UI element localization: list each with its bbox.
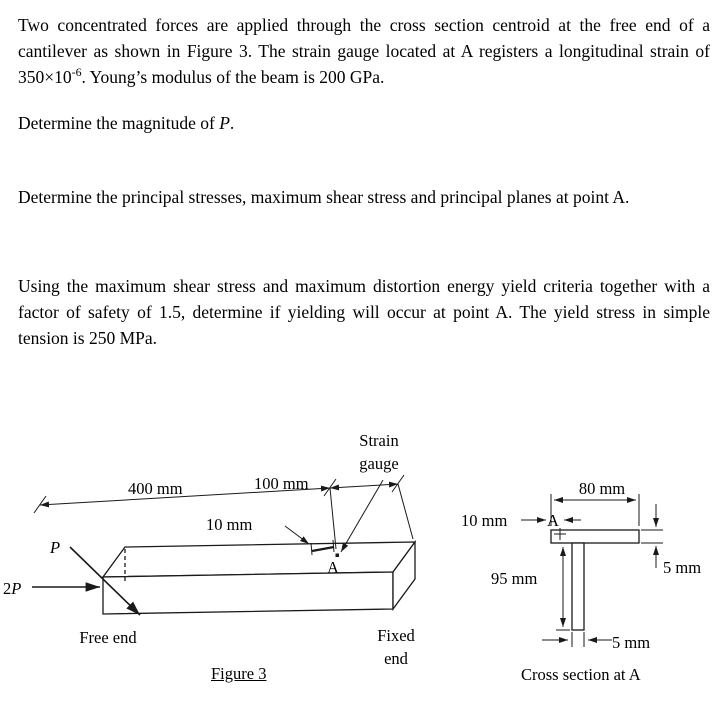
strain-gauge-pointer	[341, 480, 383, 552]
cs-dimension-label-80mm: 80 mm	[578, 479, 626, 498]
cantilever-beam	[103, 542, 415, 614]
force-p-label: P	[50, 538, 61, 557]
point-a-label: A	[327, 558, 339, 577]
question-text: Determine the magnitude of	[18, 113, 220, 133]
cross-section-caption: Cross section at A	[521, 665, 641, 684]
extension-line-gauge	[330, 488, 336, 549]
dimension-tick-right	[392, 475, 404, 492]
dimension-line-100mm	[330, 484, 398, 488]
paragraph-problem-statement	[18, 12, 710, 90]
paragraph-text: . Young’s modulus of the beam is 200 GPa.	[81, 67, 385, 87]
cs-point-a-label: A	[547, 511, 559, 530]
dimension-label-100mm: 100 mm	[254, 474, 309, 493]
strain-gauge-label: Strain gauge	[359, 431, 399, 473]
figure-3-region	[0, 425, 726, 701]
question-text: .	[229, 113, 235, 133]
cross-section-shape	[551, 530, 639, 630]
force-2p-symbol: P	[11, 579, 22, 598]
fixed-end-label: Fixed end	[377, 626, 415, 668]
cs-dimension-label-5mm-web: 5 mm	[612, 633, 651, 652]
paragraph-question-2: Determine the principal stresses, maximum shear stress and principal planes at point A.	[18, 187, 630, 207]
paragraph-question-3: Using the maximum shear stress and maximum distortion energy yield criteria together with a factor of safety of 1.5, determine if yielding will occur at point A. The yield stress in simple tension is 250 MPa.	[18, 276, 710, 348]
paragraph-text: Two concentrated forces are applied through the cross section centroid at the free end of a cantilever as shown in Figure 3. The strain gauge located at A registers a longitudinal strain of 350×10	[18, 15, 710, 87]
gauge-10mm-arrow	[285, 526, 309, 544]
web	[572, 543, 584, 630]
cross-section-dimensions	[521, 494, 663, 647]
dimension-label-10mm: 10 mm	[206, 515, 253, 534]
beam-front-face	[103, 572, 393, 614]
cs-dimension-label-95mm: 95 mm	[491, 569, 538, 588]
force-2p-coefficient: 2	[3, 579, 12, 598]
extension-line-fixed-end	[398, 484, 413, 539]
beam-top-face	[103, 542, 415, 577]
free-end-label: Free end	[79, 628, 137, 647]
strain-exponent: -6	[71, 65, 82, 80]
dimension-label-400mm: 400 mm	[128, 479, 183, 498]
cs-dimension-label-5mm-flange: 5 mm	[663, 558, 702, 577]
figure-caption: Figure 3	[211, 664, 267, 683]
force-2p-label	[3, 577, 21, 600]
flange	[551, 530, 639, 543]
paragraph-question-1	[18, 110, 710, 136]
cs-dimension-label-10mm: 10 mm	[461, 511, 508, 530]
symbol-p: P	[219, 113, 230, 133]
